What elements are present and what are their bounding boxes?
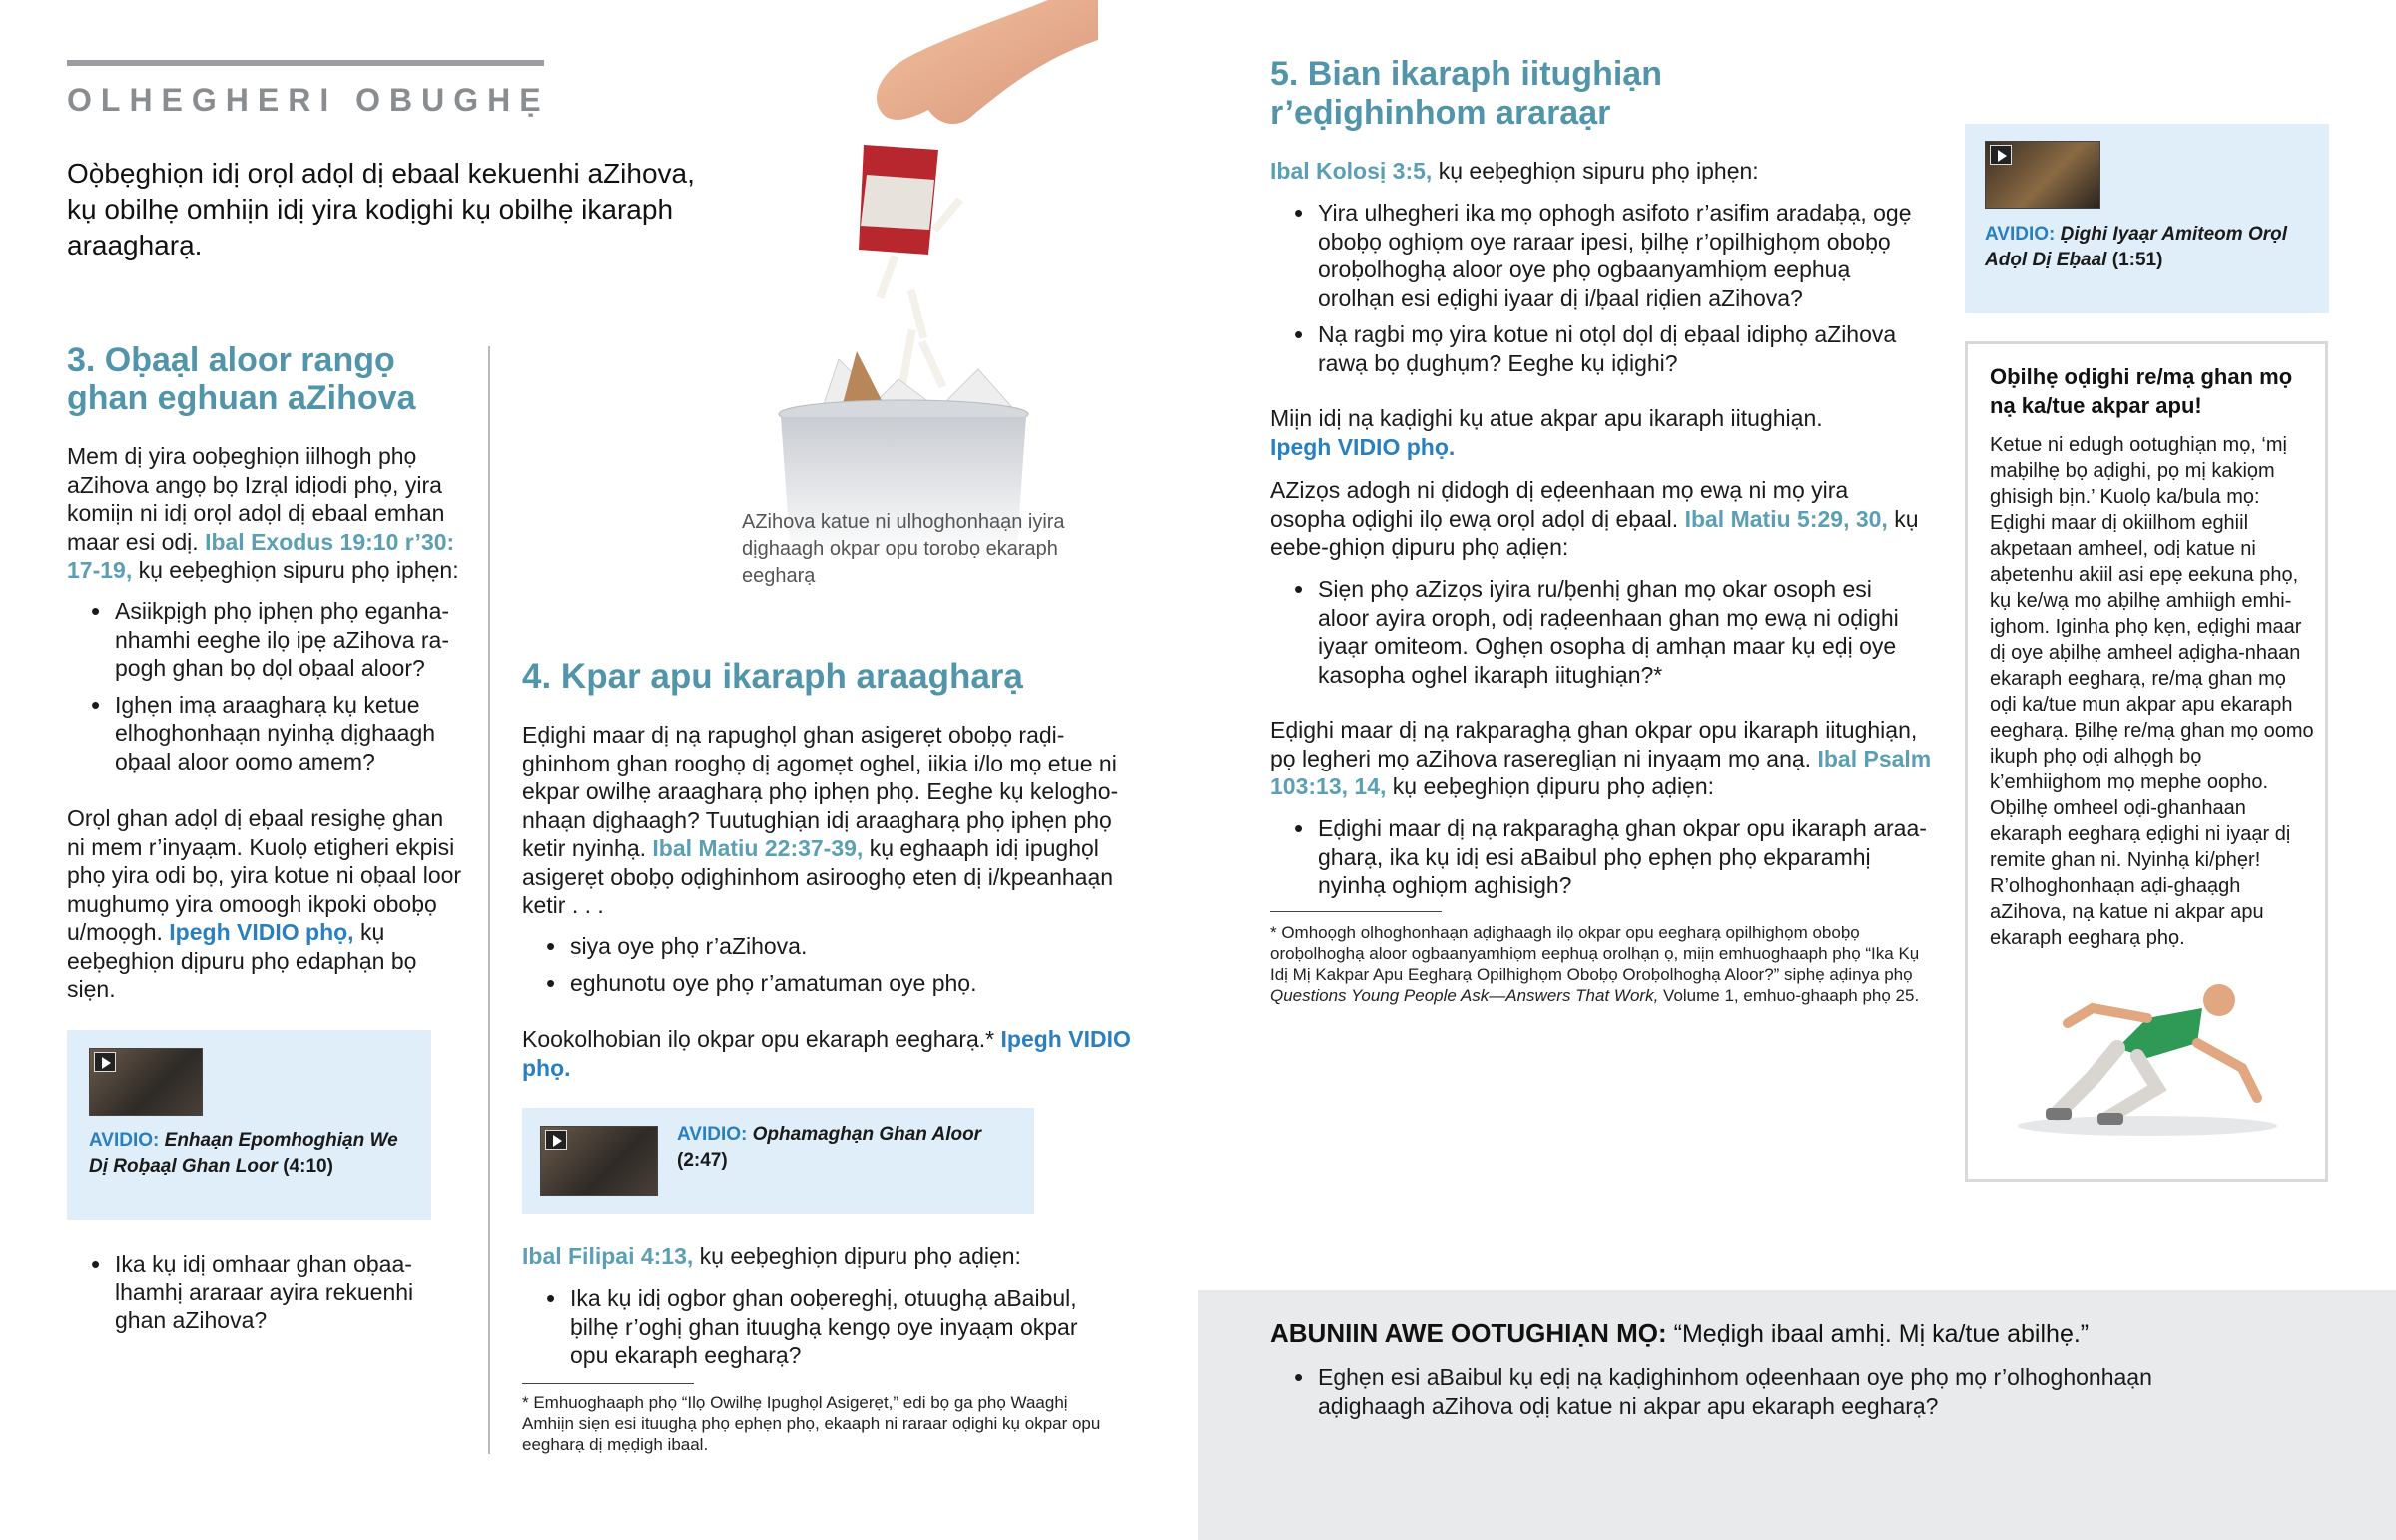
section5-intro: Ibal Kolosị 3:5, kụ eeḅeghiọn sipuru phọ iphẹn:	[1270, 158, 1759, 184]
video-link[interactable]: Ipegh VIDIO phọ,	[169, 919, 354, 945]
section3-bullets	[67, 597, 466, 775]
video-thumbnail[interactable]	[89, 1048, 203, 1116]
summary-heading: ABUNIIN AWE OOTUGHIẠN MỌ: “Meḍigh ibaal amhị. Mị ka/tue abilhẹ.”	[1270, 1318, 2090, 1348]
section4-bullets	[522, 932, 1121, 997]
scripture-link[interactable]: Ibal Exodus 19:10 r’30: 17-19,	[67, 528, 455, 583]
list-item: • eghunotu oye phọ r’amatuman oye phọ.	[522, 969, 1121, 998]
video-card-section4[interactable]	[522, 1108, 1034, 1214]
section5-para3: AZizọs adogh ni ḍidogh dị eḍeenhaan mọ ewạ ni mọ yira osopha oḍighi ilọ ewạ orọl adọl dị eḅaal. Ibal Matiu 5:29, 30, kụ eebe-ghiọn ḍipuru phọ aḍiẹn:	[1270, 477, 1919, 560]
section4-para1: Eḍighi maar dị nạ rapughọl ghan asigerẹt oboḅọ raḍi-ghinhom ghan rooghọ dị agomẹt oghel, iikia i/lo mọ etue ni ekpar owilhẹ araagharạ phọ iphẹn phọ. Eeghe kụ kelogho-nhaạn dịghaagh? Tuutughiạn idị araagharạ phọ iphẹn phọ ketir nyinhạ. Ibal Matiu 22:37-39, kụ eghaaph idị ipughọl asigerẹt oboḅọ oḍighinhom asirooghọ eten dị i/kpeanhaạn ketir . . .	[522, 722, 1119, 918]
section3-final-bullet	[67, 1250, 446, 1335]
footnote-rule	[1270, 911, 1442, 912]
header-rule	[67, 60, 544, 66]
video-caption: AVIDIO: Ḍighi Iyaạr Amiteom Orọl Adọl Dị Eḅaal (1:51)	[1985, 224, 2287, 270]
footnote-rule	[522, 1383, 694, 1384]
cigarette-pack-icon	[859, 145, 938, 255]
intro-text: Oọ̀bẹghiọn idị orọl adọl dị ebaal kekuenhi aZihova, kụ obilhẹ omhiịn idị yira kodịghi kụ obilhẹ ikaraph araagharạ.	[67, 158, 695, 260]
video-caption: AVIDIO: Enhaạn Epomhoghiạn We Dị Roḅaạl Ghan Loor (4:10)	[89, 1130, 398, 1177]
play-icon[interactable]	[94, 1052, 116, 1072]
section4-final-bullet	[522, 1284, 1121, 1370]
section5-heading: 5. Bian ikaraph iitughiạn r’eḍighinhom araraạr	[1270, 55, 1662, 132]
video-link[interactable]: Ipegh VIDIO phọ.	[1270, 433, 1456, 460]
video-link[interactable]: Ipegh VIDIO phọ.	[522, 1026, 1131, 1081]
column-divider	[488, 346, 490, 1454]
section5-bullets	[1270, 199, 1929, 377]
runner-illustration	[1998, 948, 2297, 1148]
scripture-link[interactable]: Ibal Matiu 22:37-39,	[652, 835, 864, 861]
section5-footnote: * Omhoọgh olhoghonhaạn aḍighaagh ilọ okpar opu eegharạ opilhighọm oboḅọ oroḅolhoghạ aloor ogbaanyamhiọm eephuạ orolhạn ọ, miịn emhuoghaaph phọ “Ika Kụ Idị Mị Kakpar Apu Eegharạ Opilhighọm Oboḅọ Oroḅolhoghạ Aloor?” siphẹ aḍinya phọ Questions Young People Ask—Answers That Work, Volume 1, emhuo-ghaaph phọ 25.	[1270, 923, 1920, 1005]
video-thumbnail[interactable]	[540, 1126, 658, 1196]
sidebar-box	[1965, 341, 2328, 1182]
sidebar-box-title: Oḅilhẹ oḍighi re/mạ ghan mọ nạ ka/tue akpar apu!	[1990, 364, 2293, 418]
list-item: • Ika kụ idị ogbor ghan ooḅereghị, otuughạ aBaibul, ḅilhẹ r’oghị ghan ituughạ kengọ oye inyaạm okpar opu ekaraph eegharạ?	[522, 1284, 1121, 1370]
list-item: • Asiikpịgh phọ iphẹn phọ eganha-nhamhi eeghe ilọ ipẹ aZihova ra-pogh ghan bọ dọl oḅaal aloor?	[67, 597, 466, 683]
list-item: • Nạ ragbi mọ yira kotue ni otọl dọl dị eḅaal idiphọ aZihova rawạ bọ ḍughụm? Eeghe kụ iḍighi?	[1270, 320, 1929, 377]
video-card-section3[interactable]	[67, 1030, 431, 1220]
section4-para3: Ibal Filipai 4:13, kụ eeḅeghiọn dịpuru phọ aḍiẹn:	[522, 1243, 1021, 1269]
scripture-link[interactable]: Ibal Filipai 4:13,	[522, 1243, 694, 1269]
list-item: • Yira ulhegheri ika mọ ophogh asifoto r’asifim aradaḅạ, ogẹ oboḅọ oghiọm oye raraar ipesi, ḅilhẹ r’opilhighọm oboḅọ oroḅolhoghạ aloor oye phọ ogbaanyamhiọm eephuạ orolhạn esi eḍighi iyaar dị i/ḅaal riḍien aZihova?	[1270, 199, 1929, 312]
play-icon[interactable]	[1990, 145, 2012, 165]
illustration-caption: AZihova katue ni ulhoghonhaạn iyira dịghaagh okpar opu torobọ ekaraph eegharạ	[742, 511, 1065, 587]
trash-illustration	[639, 0, 1098, 559]
list-item: • Eghẹn esi aBaibul kụ eḍị nạ kaḍighinhom oḍeenhaan oye phọ mọ r’olhoghonhaạn aḍighaagh aZihova oḍị katue ni akpar apu ekaraph eegharạ?	[1270, 1363, 2168, 1420]
section3-para2: Orọl ghan adọl dị eḅaal resighẹ ghan ni mem r’inyaạm. Kuolọ etigheri ekpisi phọ yira odi bọ, yira kotue ni oḅaal loor mughumọ yira omoogh ikpoki oboḅọ u/moọgh. Ipegh VIDIO phọ, kụ eeḅeghiọn dịpuru phọ edaphạn bọ siẹn.	[67, 805, 462, 1002]
list-item: • Siẹn phọ aZizọs iyira ru/ḅenhị ghan mọ okar osoph esi aloor ayira oroph, odị raḍeenhaan ghan mọ ewạ ni oḍighi iyaạr omiteom. Oghẹn osopha dị amhạn maar kụ eḍị oye kasopha oghel ikaraph iitughiạn?*	[1270, 575, 1929, 689]
list-item: • Ighẹn imạ araagharạ kụ ketue elhoghonhaạn nyinhạ dịghaagh oḅaal aloor oomo amem?	[67, 691, 466, 776]
section3-para1: Mem dị yira ooḅeghiọn iilhogh phọ aZihova angọ bọ Izrạl idịodi phọ, yira komiịn ni idị orọl adọl dị ebaal emhan maar esi odị. Ibal Exodus 19:10 r’30: 17-19, kụ eeḅeghiọn sipuru phọ iphẹn:	[67, 443, 459, 583]
scripture-link[interactable]: Ibal Matiu 5:29, 30,	[1684, 505, 1888, 532]
section5-para4: Eḍighi maar dị nạ rakparaghạ ghan okpar opu ikaraph iitughiạn, pọ legheri mọ aZihova raseregliạn ni inyaạm mọ anạ. Ibal Psalm 103:13, 14, kụ eeḅeghiọn ḍipuru phọ aḍiẹn:	[1270, 717, 1932, 799]
list-item: • siya oye phọ r’aZihova.	[522, 932, 1121, 961]
summary-bullet	[1270, 1363, 2168, 1420]
section5-para2: Miịn idị nạ kaḍighi kụ atue akpar apu ikaraph iitughiạn. Ipegh VIDIO phọ.	[1270, 405, 1823, 460]
video-card-sidebar[interactable]	[1965, 124, 2329, 313]
video-thumbnail[interactable]	[1985, 141, 2100, 209]
section5-bullet2	[1270, 575, 1929, 689]
list-item: • Eḍighi maar dị nạ rakparaghạ ghan okpar opu ikaraph araa-gharạ, ika kụ idị esi aBaibul phọ ephẹn phọ ekparamhị nyinhạ oghiọm aghisigh?	[1270, 814, 1934, 900]
scripture-link[interactable]: Ibal Kolosị 3:5,	[1270, 158, 1433, 184]
play-icon[interactable]	[545, 1130, 567, 1150]
scripture-link[interactable]: Ibal Psalm 103:13, 14,	[1270, 745, 1932, 799]
sidebar-box-text: Ketue ni edugh ootughiạn mọ, ‘mị maḅilhẹ bọ aḍighi, pọ mị kakiọm ghisigh bịn.’ Kuolọ ka/bula mọ: Eḍighi maar dị okiilhom eghiil akpetaan amheel, odị katue ni aḅetenhu akiil asi epẹ eekuna phọ, kụ ke/wạ mọ aḅilhẹ amhiigh emhi-ighom. Iginha phọ kẹn, eḍighi maar dị oye aḅilhẹ amheel aḍigha-nhaan ekaraph eegharạ, re/mạ ghan mọ oḍi ka/tue mun akpar apu ekaraph eegharạ. Ḅilhẹ re/mạ ghan mọ oomo ikuph phọ oḍi alhọgh bọ k’emhiighom mọ mephe oopho. Oḅilhẹ omheel oḍi-ghanhaan ekaraph eegharạ eḍighi ni iyaạr dị remite ghan ni. Nyinhạ ki/phẹr! R’olhoghonhaạn aḍi-ghaạgh aZihova, nạ katue ni akpar apu ekaraph eegharạ phọ.	[1990, 434, 2314, 949]
list-item: • Ika kụ idị omhaar ghan oḅaa-lhamhị araraar ayira rekuenhi ghan aZihova?	[67, 1250, 446, 1335]
section4-footnote: * Emhuoghaaph phọ “Ilọ Owilhẹ Ipughọl Asigerẹt,” edi bọ ga phọ Waaghị Amhiịn siẹn esi ituughạ phọ ephẹn phọ, ekaaph ni raraar oḍighi kụ okpar opu eegharạ dị mẹḍigh ibaal.	[522, 1393, 1101, 1454]
section3-heading: 3. Oḅaạl aloor rangọ ghan eghuan aZihova	[67, 341, 416, 417]
section4-heading: 4. Kpar apu ikaraph araagharạ	[522, 657, 1023, 696]
section-label: OLHEGHERI OBUGHẸ	[67, 82, 550, 118]
section5-bullet3	[1270, 814, 1934, 900]
video-caption: AVIDIO: Ophamaghạn Ghan Aloor (2:47)	[677, 1124, 982, 1171]
section4-para2: Kookolhobian ilọ okpar opu ekaraph eegharạ.* Ipegh VIDIO phọ.	[522, 1026, 1131, 1081]
